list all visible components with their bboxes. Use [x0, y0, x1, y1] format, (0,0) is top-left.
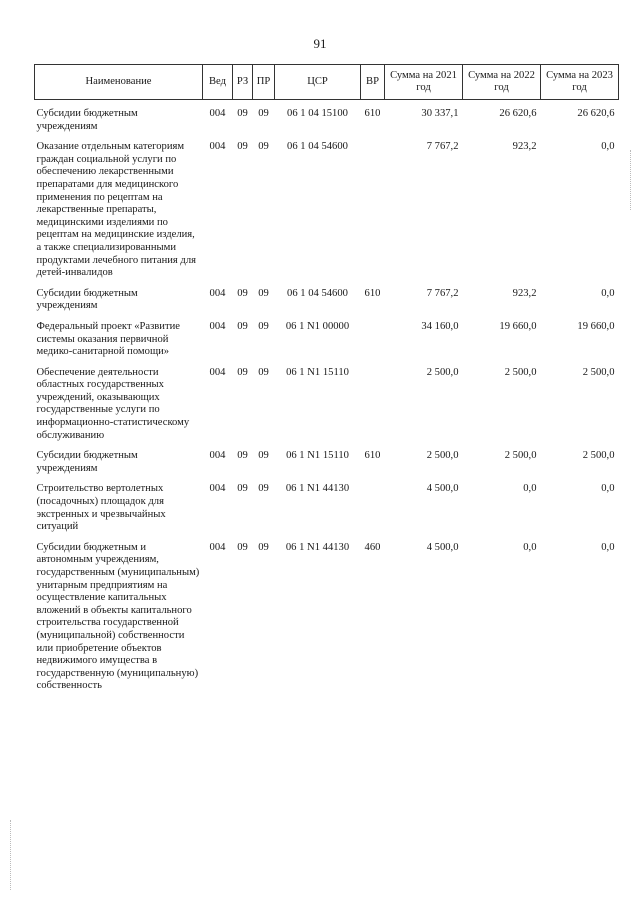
- header-vr: ВР: [361, 65, 385, 100]
- row-name: Субсидии бюджетным учреждениям: [36, 450, 138, 474]
- row-vr: [361, 141, 385, 280]
- row-sum-2023: 26 620,6: [577, 108, 615, 119]
- budget-table: [34, 64, 619, 693]
- row-sum-2021: 2 500,0: [426, 366, 459, 378]
- row-pr: 09: [258, 287, 269, 299]
- row-ved: 004: [209, 450, 226, 462]
- row-ved: 004: [209, 141, 226, 153]
- header-pr: ПР: [253, 65, 275, 100]
- row-ved: 004: [209, 108, 226, 119]
- margin-dotted-line: [10, 820, 12, 890]
- row-csr: 06 1 04 54600: [287, 287, 348, 299]
- row-pr: 09: [258, 320, 269, 332]
- row-vr: [361, 367, 385, 443]
- table-header-row: [35, 65, 619, 100]
- row-sum-2022: 26 620,6: [499, 108, 537, 119]
- row-rz: 09: [237, 108, 248, 119]
- header-ved: Вед: [203, 65, 233, 100]
- row-sum-2023: 0,0: [601, 141, 615, 153]
- row-vr: 610: [364, 287, 381, 299]
- table-row: [35, 108, 619, 133]
- table-row: [35, 141, 619, 280]
- row-sum-2023: 0,0: [601, 287, 615, 299]
- row-sum-2021: 7 767,2: [426, 287, 459, 299]
- row-csr: 06 1 N1 44130: [285, 541, 350, 553]
- row-sum-2021: 4 500,0: [426, 483, 459, 495]
- row-rz: 09: [237, 287, 248, 299]
- table-row: [35, 450, 619, 475]
- row-name: Оказание отдельным категориям граждан социальной услуги по обеспечению лекарственными препаратами для медицинского применения по рецептам на лекарственные препараты, медицинскими изделиями по рецептам на медицинские изделия, а также специализированными продуктами лечебного питания для детей-инвалидов: [36, 141, 196, 279]
- row-csr: 06 1 04 15100: [287, 108, 348, 119]
- row-rz: 09: [237, 366, 248, 378]
- row-csr: 06 1 N1 44130: [285, 483, 350, 495]
- budget-table-container: [34, 64, 618, 693]
- table-row: [35, 321, 619, 359]
- row-vr: 610: [364, 450, 381, 462]
- row-rz: 09: [237, 320, 248, 332]
- row-rz: 09: [237, 450, 248, 462]
- row-ved: 004: [209, 366, 226, 378]
- header-rz: РЗ: [233, 65, 253, 100]
- row-ved: 004: [209, 541, 226, 553]
- row-name: Обеспечение деятельности областных государственных учреждений, оказывающих государственные услуги по информационно-статистическому обслуживанию: [36, 366, 190, 441]
- row-sum-2021: 34 160,0: [421, 320, 459, 332]
- row-pr: 09: [258, 366, 269, 378]
- row-name: Федеральный проект «Развитие системы оказания первичной медико-санитарной помощи»: [36, 320, 180, 358]
- table-row: [35, 367, 619, 443]
- header-name: Наименование: [35, 65, 203, 100]
- row-rz: 09: [237, 141, 248, 153]
- row-vr: [361, 321, 385, 359]
- page-number: 91: [313, 36, 327, 51]
- header-sum-2022: Сумма на 2022 год: [463, 65, 541, 100]
- row-sum-2022: 923,2: [512, 141, 537, 153]
- row-sum-2022: 2 500,0: [504, 366, 537, 378]
- row-sum-2023: 0,0: [601, 541, 615, 553]
- row-ved: 004: [209, 483, 226, 495]
- row-sum-2023: 19 660,0: [577, 320, 615, 332]
- row-csr: 06 1 04 54600: [287, 141, 348, 153]
- row-pr: 09: [258, 450, 269, 462]
- row-name: Субсидии бюджетным и автономным учреждениям, государственным (муниципальным) унитарным предприятиям на осуществление капитальных вложений в объекты капитального строительства государственной (муниципальной) собственности или приобретение объектов недвижимого имущества в государственную (муниципальную) собственность: [36, 541, 200, 692]
- row-sum-2021: 30 337,1: [421, 108, 459, 119]
- row-sum-2023: 2 500,0: [582, 450, 615, 462]
- row-sum-2022: 19 660,0: [499, 320, 537, 332]
- row-sum-2022: 0,0: [523, 541, 537, 553]
- row-csr: 06 1 N1 15110: [286, 450, 349, 462]
- row-sum-2021: 7 767,2: [426, 141, 459, 153]
- row-sum-2021: 4 500,0: [426, 541, 459, 553]
- row-pr: 09: [258, 541, 269, 553]
- row-name: Субсидии бюджетным учреждениям: [36, 287, 138, 312]
- header-sum-2023: Сумма на 2023 год: [541, 65, 619, 100]
- row-ved: 004: [209, 320, 226, 332]
- row-name: Субсидии бюджетным учреждениям: [36, 108, 138, 132]
- row-rz: 09: [237, 483, 248, 495]
- row-sum-2022: 2 500,0: [504, 450, 537, 462]
- row-csr: 06 1 N1 15110: [286, 366, 349, 378]
- row-vr: 460: [364, 541, 381, 553]
- row-sum-2021: 2 500,0: [426, 450, 459, 462]
- row-pr: 09: [258, 141, 269, 153]
- row-rz: 09: [237, 541, 248, 553]
- row-sum-2023: 2 500,0: [582, 366, 615, 378]
- row-ved: 004: [209, 287, 226, 299]
- row-vr: [361, 483, 385, 533]
- row-sum-2023: 0,0: [601, 483, 615, 495]
- row-csr: 06 1 N1 00000: [285, 320, 350, 332]
- row-sum-2022: 0,0: [523, 483, 537, 495]
- header-csr: ЦСР: [275, 65, 361, 100]
- margin-dotted-line: [630, 150, 632, 210]
- header-sum-2021: Сумма на 2021 год: [385, 65, 463, 100]
- row-sum-2022: 923,2: [512, 287, 537, 299]
- table-row: [35, 542, 619, 693]
- row-pr: 09: [258, 108, 269, 119]
- row-pr: 09: [258, 483, 269, 495]
- row-vr: 610: [364, 108, 381, 119]
- table-row: [35, 483, 619, 533]
- table-row: [35, 288, 619, 313]
- row-name: Строительство вертолетных (посадочных) площадок для экстренных и чрезвычайных ситуаций: [36, 483, 166, 533]
